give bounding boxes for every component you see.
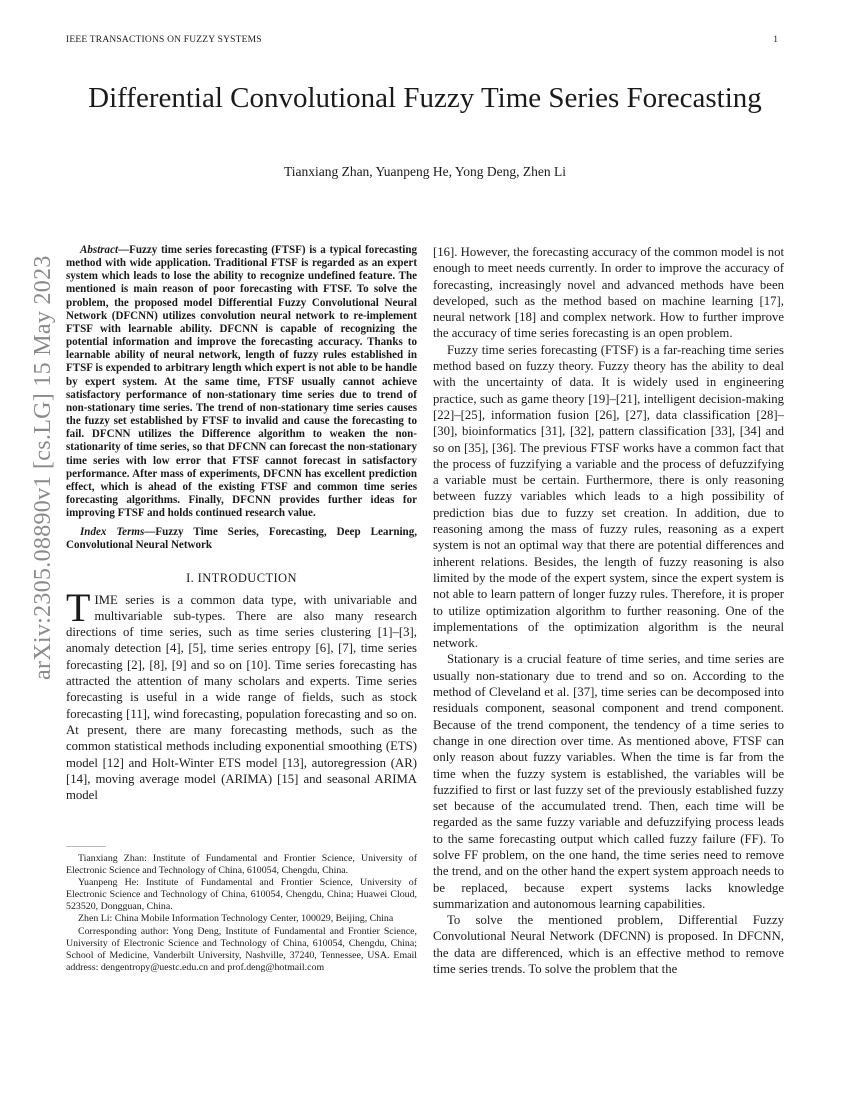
abstract-text: —Fuzzy time series forecasting (FTSF) is a typical forecasting method with wide application. Traditional FTSF is regarded as an expert system which leads to lose the ability to recognize undefined feature. The mentioned is main reason of poor forecasting with FTSF. To solve the problem, the proposed model Differential Fuzzy Convolutional Neural Network (DFCNN) utilizes convolution neural network to re-implement FTSF with learnable ability. DFCNN is capable of recognizing the potential information and improve the forecasting accuracy. Thanks to learnable ability of neural network, length of fuzzy rules established in FTSF is expended to arbitrary length which expert is not able to be handle by expert system. At the same time, FTSF usually cannot achieve satisfactory performance of non-stationary time series due to trend of non-stationary time series. The trend of non-stationary time series causes the fuzzy set established by FTSF to invalid and cause the forecasting to fail. DFCNN utilizes the Difference algorithm to weaken the non-stationarity of time series, so that DFCNN can forecast the non-stationary time series with low error that FTSF cannot forecast in satisfactory performance. After mass of experiments, DFCNN has excellent prediction effect, which is ahead of the existing FTSF and common time series forecasting algorithms. Finally, DFCNN provides further ideas for improving FTSF and holds continued research value. [66,244,417,520]
footnotes [66,853,417,974]
body-paragraph: Stationary is a crucial feature of time series, and time series are usually non-stationary due to trend and so on. According to the method of Cleveland et al. [37], time series can be decomposed into residuals component, seasonal component and trend component. Because of the trend component, the tendency of a time series to change in one direction over time. As mentioned above, FTSF can only reason about fuzzy variables. When the time is far from the time when the fuzzy system is established, the variables will be fuzzified to first or last fuzzy set of the previously established fuzzy set because of the accumulated trend. Then, each time will be regarded as the same fuzzy variable and defuzzifying process leads to the same forecasting output which called fuzzy failure (FF). To solve FF problem, on the one hand, the time series need to remove the trend, and on the other hand the expert system approach needs to be replaced, because expert systems lacks knowledge summarization and autonomous learning capabilities. [433,652,784,911]
section-heading-introduction: I. INTRODUCTION [186,570,297,585]
body-paragraph: To solve the mentioned problem, Differential Fuzzy Convolutional Neural Network (DFCNN) is proposed. In DFCNN, the data are differenced, which is an effective method to remove time series trends. To solve the problem that the [433,913,784,977]
footnote: Yuanpeng He: Institute of Fundamental and Frontier Science, University of Electronic Science and Technology of China, 610054, Chengdu, China; Huawei Cloud, 523520, Dongguan, China. [66,877,417,913]
body-paragraph: [16]. However, the forecasting accuracy of the common model is not enough to meet needs currently. In order to improve the accuracy of forecasting, increasingly novel and advanced methods have been developed, such as the method based on machine learning [17], neural network [18] and complex network. How to further improve the accuracy of time series forecasting is an open problem. [433,245,784,341]
index-terms-text: —Fuzzy Time Series, Forecasting, Deep Learning, Convolutional Neural Network [66,526,417,552]
footnote: Tianxiang Zhan: Institute of Fundamental and Frontier Science, University of Electronic Science and Technology of China, 610054, Chengdu, China. [66,853,417,877]
body-paragraph: Fuzzy time series forecasting (FTSF) is a far-reaching time series method based on fuzzy theory. Fuzzy theory has the ability to deal with the uncertainty of data. It is widely used in engineering practice, such as game theory [19]–[21], intelligent decision-making [22]–[25], information fusion [26], [27], data classification [28]–[30], bioinformatics [31], [32], pattern classification [33], [34] and so on [35], [36]. The previous FTSF works have a common fact that the process of fuzzifying a variable and the process of defuzzifying a variable must be certain. Furthermore, there is only reasoning between fuzzy variables which leads to a high possibility of prediction bias due to fuzzy set creation. In addition, due to reasoning among the mass of fuzzy rules, reasoning as a expert system is not an optimal way that there are potential differences and inherent relations. Besides, the length of fuzzy reasoning is also limited by the mode of the expert system, since the expert system is not able to learn pattern of longer fuzzy rules. Therefore, it is proper to utilize optimization algorithm to further reasoning. One of the implementations of the optimization algorithm is the neural network. [433,342,784,651]
journal-header: IEEE TRANSACTIONS ON FUZZY SYSTEMS [66,35,262,45]
footnote-rule [66,846,106,847]
arxiv-stamp: arXiv:2305.08890v1 [cs.LG] 15 May 2023 [30,255,56,680]
paper-title: Differential Convolutional Fuzzy Time Series Forecasting [88,82,762,114]
index-terms-lead: Index Terms [80,526,145,539]
page-number: 1 [773,35,778,45]
drop-cap: T [66,584,91,630]
right-column [433,244,784,977]
footnote: Zhen Li: China Mobile Information Technology Center, 100029, Beijing, China [78,913,394,925]
abstract [66,244,417,520]
footnote: Corresponding author: Yong Deng, Institute of Fundamental and Frontier Science, University of Electronic Science and Technology of China, 610054, Chengdu, China; School of Medicine, Vanderbilt University, Nashville, 37240, Tennessee, USA. Email address: dengentropy@uestc.edu.cn and prof.deng@hotmail.com [66,925,417,973]
author-list: Tianxiang Zhan, Yuanpeng He, Yong Deng, Zhen Li [283,164,567,179]
index-terms [66,526,417,552]
intro-text: IME series is a common data type, with univariable and multivariable sub-types. There are also many research directions of time series, such as time series clustering [1]–[3], anomaly detection [4], [5], time series entropy [6], [7], time series forecasting [2], [8], [9] and so on [10]. Time series forecasting has attracted the attention of many scholars and experts. Time series forecasting is useful in a wide range of fields, such as stock forecasting [11], wind forecasting, population forecasting and so on. At present, there are many forecasting methods, such as the common statistical methods including exponential smoothing (ETS) model [12] and Holt-Winter ETS model [13], autoregression (AR) [14], moving average model (ARIMA) [15] and seasonal ARIMA model [66,592,417,803]
left-column [66,244,417,803]
intro-paragraph [66,584,417,804]
abstract-lead: Abstract [80,244,119,256]
